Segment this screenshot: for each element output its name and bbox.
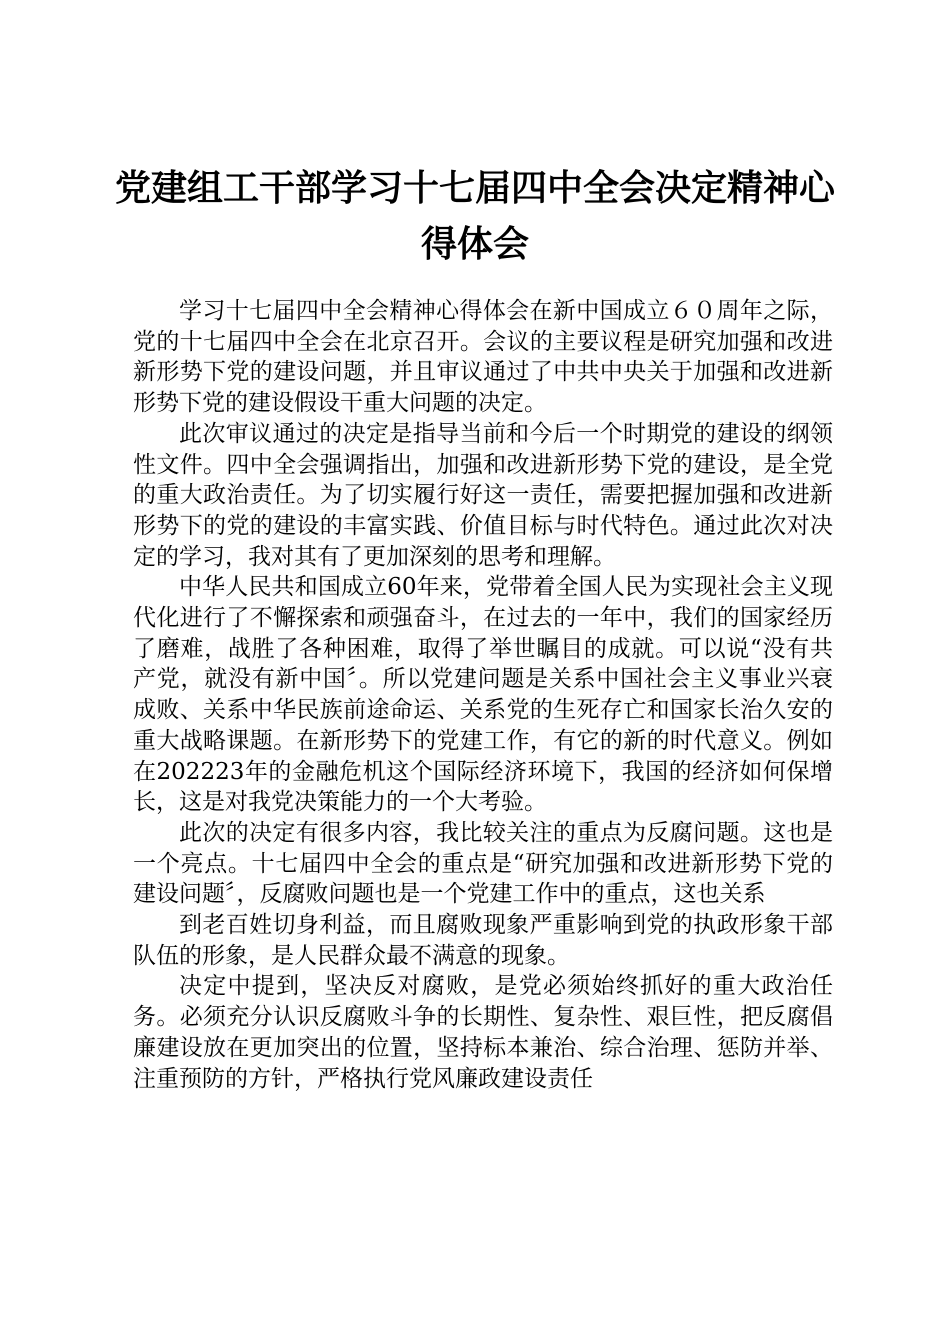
paragraph: 此次审议通过的决定是指导当前和今后一个时期党的建设的纲领性文件。四中全会强调指出，加强和改进新形势下党的建设，是全党的重大政治责任。为了切实履行好这一责任，需要把握加强和改进新形势下的党的建设的丰富实践、价值目标与时代特色。通过此次对决定的学习，我对其有了更加深刻的思考和理解。 [133, 420, 833, 570]
paragraph: 到老百姓切身利益，而且腐败现象严重影响到党的执政形象干部队伍的形象，是人民群众最不满意的现象。 [133, 912, 833, 969]
document-body [133, 296, 833, 1094]
paragraph: 决定中提到，坚决反对腐败，是党必须始终抓好的重大政治任务。必须充分认识反腐败斗争的长期性、复杂性、艰巨性，把反腐倡廉建设放在更加突出的位置，坚持标本兼治、综合治理、惩防并举、注重预防的方针，严格执行党风廉政建设责任 [133, 973, 833, 1092]
document-title: 党建组工干部学习十七届四中全会决定精神心得体会 [114, 167, 835, 265]
paragraph: 中华人民共和国成立60年来，党带着全国人民为实现社会主义现代化进行了不懈探索和顽强奋斗，在过去的一年中，我们的国家经历了磨难，战胜了各种困难，取得了举世瞩目的成就。可以说“没有共产党，就没有新中国〞。所以党建问题是关系中国社会主义事业兴衰成败、关系中华民族前途命运、关系党的生死存亡和国家长治久安的重大战略课题。在新形势下的党建工作，有它的新的时代意义。例如在202223年的金融危机这个国际经济环境下，我国的经济如何保增长，这是对我党决策能力的一个大考验。 [133, 574, 833, 816]
paragraph: 学习十七届四中全会精神心得体会在新中国成立６０周年之际，党的十七届四中全会在北京召开。会议的主要议程是研究加强和改进新形势下党的建设问题，并且审议通过了中共中央关于加强和改进新形势下党的建设假设干重大问题的决定。 [133, 298, 833, 417]
paragraph: 此次的决定有很多内容，我比较关注的重点为反腐问题。这也是一个亮点。十七届四中全会的重点是“研究加强和改进新形势下党的建设问题〞，反腐败问题也是一个党建工作中的重点，这也关系 [133, 819, 833, 908]
